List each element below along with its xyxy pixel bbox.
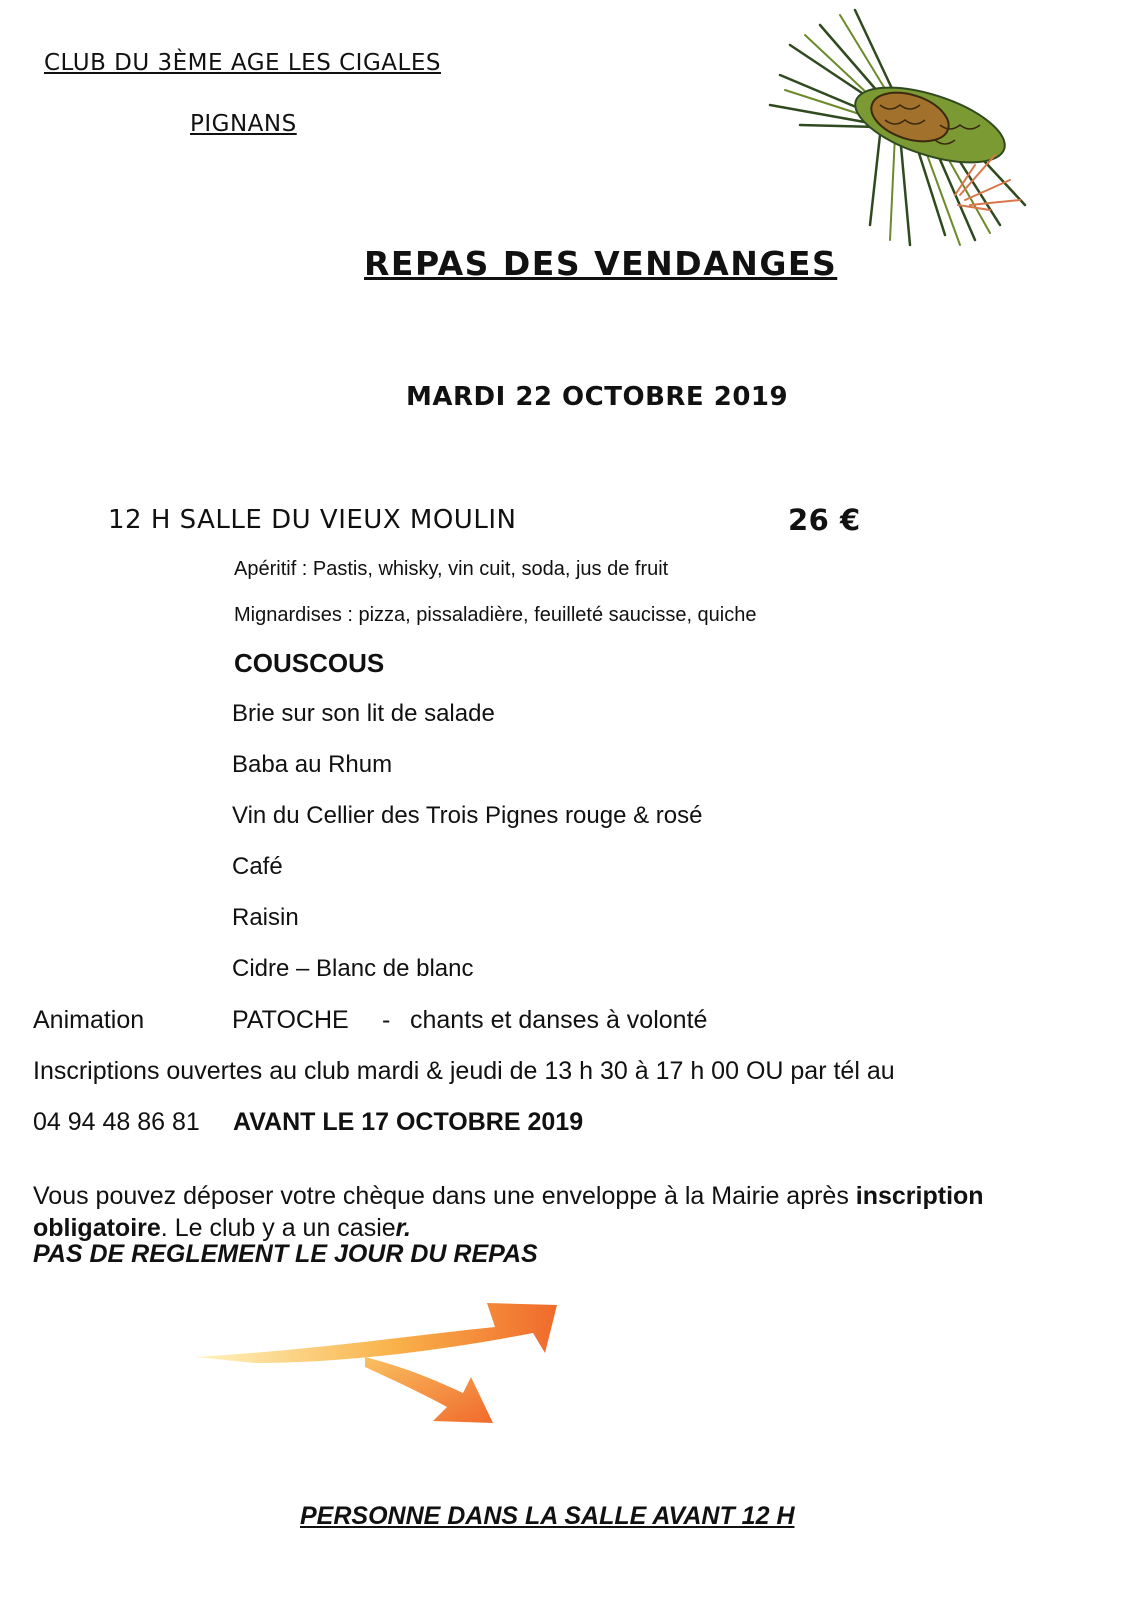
event-venue: 12 H SALLE DU VIEUX MOULIN	[108, 505, 517, 535]
menu-aperitif: Apéritif : Pastis, whisky, vin cuit, soda, jus de fruit	[234, 558, 669, 580]
cheque-text: Vous pouvez déposer votre chèque dans une enveloppe à la Mairie après	[33, 1182, 856, 1210]
cheque-mandatory: inscription obligatoire	[33, 1182, 984, 1242]
animation-label: Animation	[33, 1006, 145, 1034]
cheque-end: r.	[395, 1214, 411, 1242]
menu-main-course: COUSCOUS	[234, 648, 385, 678]
pine-branch-illustration	[760, 5, 1040, 265]
event-date: MARDI 22 OCTOBRE 2019	[406, 382, 789, 412]
menu-item: Vin du Cellier des Trois Pignes rouge & rosé	[232, 802, 703, 829]
no-payment-notice: PAS DE REGLEMENT LE JOUR DU REPAS	[33, 1240, 538, 1268]
event-price: 26 €	[788, 503, 861, 537]
menu-item: Baba au Rhum	[232, 751, 393, 778]
arrival-notice: PERSONNE DANS LA SALLE AVANT 12 H	[300, 1502, 795, 1530]
town-name: PIGNANS	[190, 111, 297, 137]
registration-deadline: AVANT LE 17 OCTOBRE 2019	[233, 1108, 584, 1136]
menu-item: Cidre – Blanc de blanc	[232, 955, 474, 982]
phone-number: 04 94 48 86 81	[33, 1108, 200, 1136]
menu-item: Brie sur son lit de salade	[232, 700, 495, 727]
cheque-paragraph	[33, 1180, 1113, 1244]
animation-performer: PATOCHE	[232, 1006, 349, 1034]
cheque-text-2: . Le club y a un casie	[160, 1214, 396, 1242]
menu-item: Café	[232, 853, 283, 880]
split-arrow-graphic	[195, 1295, 565, 1435]
page-title: REPAS DES VENDANGES	[364, 244, 838, 283]
menu-mignardises: Mignardises : pizza, pissaladière, feuilleté saucisse, quiche	[234, 604, 757, 626]
animation-description: chants et danses à volonté	[410, 1006, 708, 1034]
menu-item: Raisin	[232, 904, 299, 931]
club-name: CLUB DU 3ÈME AGE LES CIGALES	[44, 50, 441, 76]
animation-dash: -	[382, 1006, 391, 1034]
inscriptions-info: Inscriptions ouvertes au club mardi & jeudi de 13 h 30 à 17 h 00 OU par tél au	[33, 1057, 895, 1085]
